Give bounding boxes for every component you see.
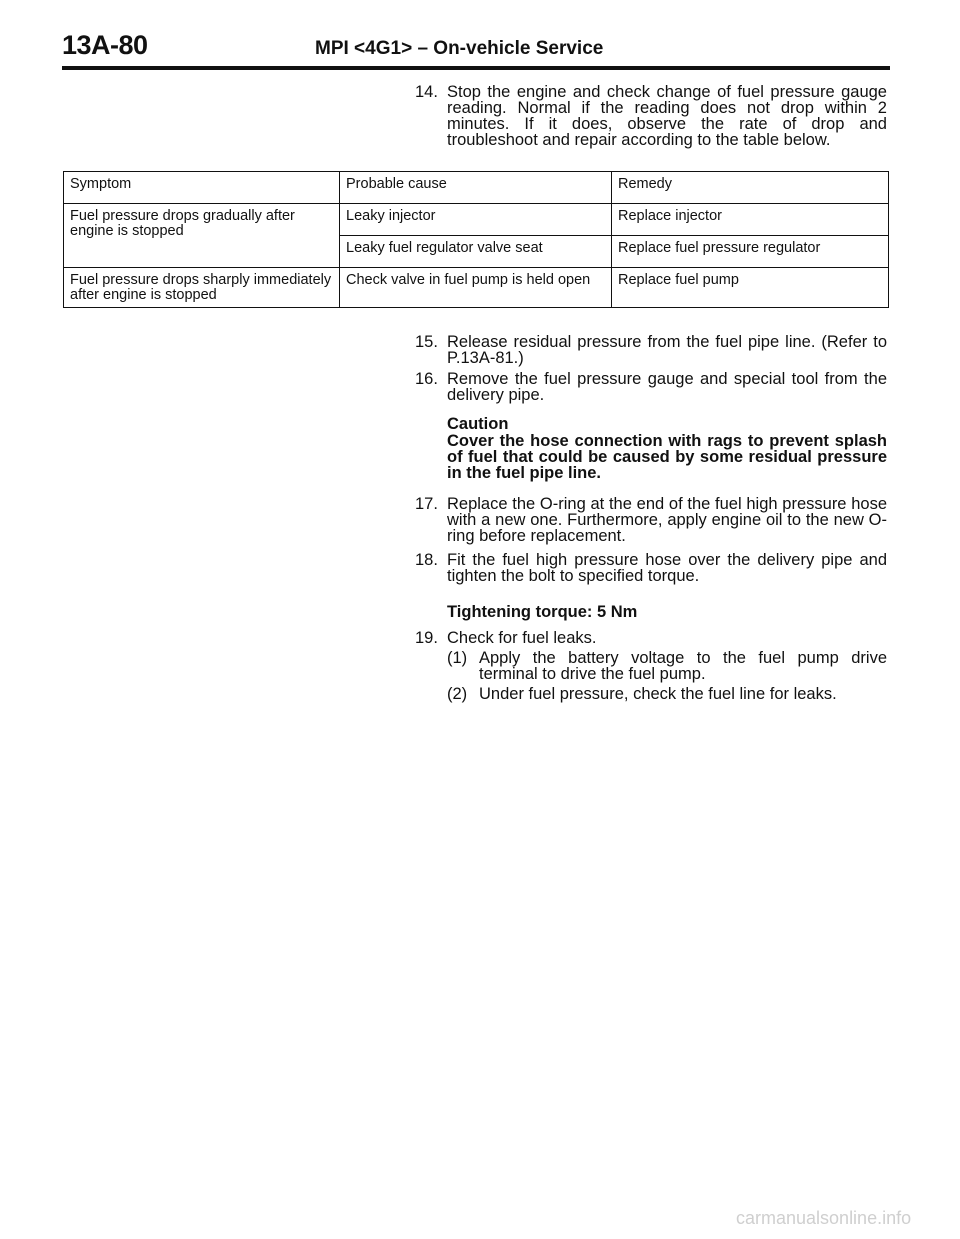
step-14 [415, 84, 887, 148]
step-number: 18. [415, 551, 438, 569]
substep-text: Apply the battery voltage to the fuel pump drive terminal to drive the fuel pump. [479, 649, 887, 683]
caution-title: Caution [447, 415, 509, 433]
header-rule [62, 66, 890, 70]
page-number: 13A-80 [62, 30, 148, 60]
section-title: MPI <4G1> – On-vehicle Service [315, 38, 604, 59]
symptom-cell: Fuel pressure drops sharply immediately after engine is stopped [64, 268, 340, 308]
table-row [64, 268, 889, 308]
step-text: Check for fuel leaks. [447, 629, 597, 647]
remedy-cell: Replace fuel pump [612, 268, 889, 308]
step-16 [415, 371, 887, 403]
remedy-cell: Replace injector [612, 204, 889, 236]
remedy-cell: Replace fuel pressure regulator [612, 236, 889, 268]
header-cell-remedy: Remedy [612, 172, 889, 204]
cause-cell: Check valve in fuel pump is held open [340, 268, 612, 308]
step-text: Fit the fuel high pressure hose over the delivery pipe and tighten the bolt to specified torque. [447, 551, 887, 585]
step-text: Replace the O-ring at the end of the fuel high pressure hose with a new one. Furthermore, apply engine oil to the new O-ring before replacement. [447, 495, 887, 545]
step-19 [415, 630, 887, 646]
step-text: Stop the engine and check change of fuel pressure gauge reading. Normal if the reading does not drop within 2 minutes. If it does, observe the rate of drop and troubleshoot and repair according to the table below. [447, 83, 887, 149]
caution-text: Cover the hose connection with rags to prevent splash of fuel that could be caused by some residual pressure in the fuel pipe line. [447, 432, 887, 482]
step-15 [415, 334, 887, 366]
step-number: 19. [415, 629, 438, 647]
step-18 [415, 552, 887, 584]
table-header-row [64, 172, 889, 204]
step-text: Remove the fuel pressure gauge and special tool from the delivery pipe. [447, 370, 887, 404]
step-number: 17. [415, 495, 438, 513]
substep-text: Under fuel pressure, check the fuel line for leaks. [479, 685, 837, 703]
step-17 [415, 496, 887, 544]
page-header [62, 30, 890, 66]
step-number: 15. [415, 333, 438, 351]
header-cell-symptom: Symptom [64, 172, 340, 204]
step-19-2 [447, 686, 887, 702]
tightening-torque: Tightening torque: 5 Nm [447, 603, 638, 621]
substep-number: (2) [447, 685, 468, 703]
substep-number: (1) [447, 649, 468, 667]
step-number: 14. [415, 83, 438, 101]
cause-cell: Leaky injector [340, 204, 612, 236]
watermark: carmanualsonline.info [736, 1208, 912, 1228]
step-text: Release residual pressure from the fuel pipe line. (Refer to P.13A-81.) [447, 333, 887, 367]
table-row [64, 204, 889, 236]
cause-cell: Leaky fuel regulator valve seat [340, 236, 612, 268]
step-number: 16. [415, 370, 438, 388]
step-19-1 [447, 650, 887, 682]
symptom-cell: Fuel pressure drops gradually after engine is stopped [64, 204, 340, 268]
troubleshooting-table [63, 171, 889, 308]
header-cell-cause: Probable cause [340, 172, 612, 204]
